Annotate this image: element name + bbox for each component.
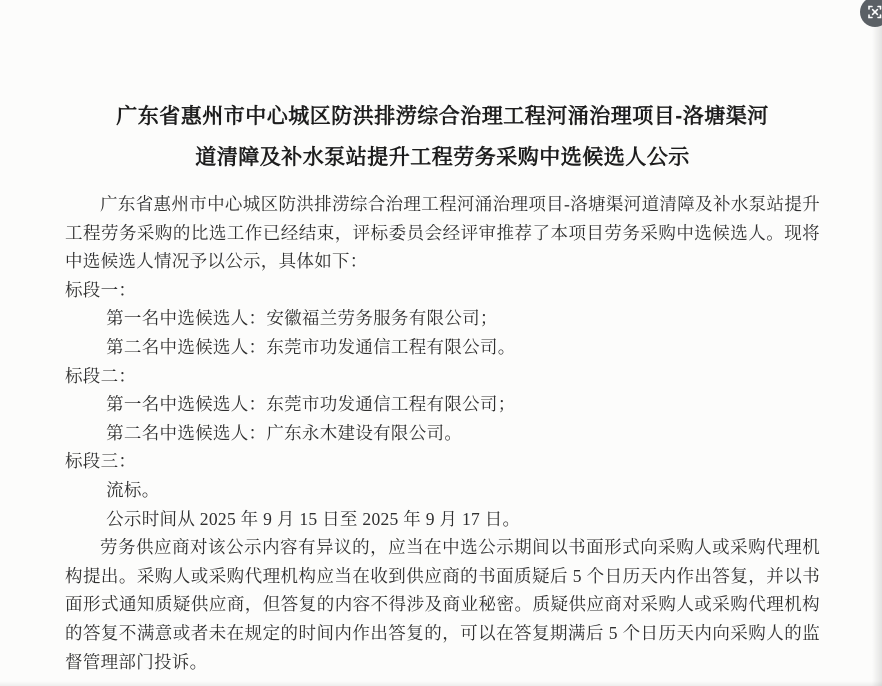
document-body — [65, 96, 820, 676]
section-block-3 — [65, 447, 820, 504]
page-title — [65, 96, 820, 178]
objection-paragraph: 劳务供应商对该公示内容有异议的，应当在中选公示期间以书面形式向采购人或采购代理机构提出。采购人或采购代理机构应当在收到供应商的书面质疑后 5 个日历天内作出答复，并以书面形式通知质疑供应商，但答复的内容不得涉及商业秘密。质疑供应商对采购人或采购代理机构的答复不满意或者未在规定的时间内作出答复的，可以在答复期满后 5 个日历天内向采购人的监督管理部门投诉。 — [65, 537, 820, 672]
title-line-2: 道清障及补水泵站提升工程劳务采购中选候选人公示 — [195, 146, 690, 169]
section-3-label: 标段三： — [65, 451, 137, 472]
expand-icon[interactable] — [860, 0, 882, 27]
section-1-label: 标段一： — [65, 279, 137, 300]
paper-edge-shadow-right — [872, 0, 882, 686]
section-2-candidate-2: 第二名中选候选人：广东永木建设有限公司。 — [106, 422, 463, 443]
section-block-1 — [65, 276, 820, 362]
title-line-1: 广东省惠州市中心城区防洪排涝综合治理工程河涌治理项目-洛塘渠河 — [116, 105, 769, 128]
section-3-result: 流标。 — [106, 479, 160, 500]
publicity-period-line: 公示时间从 2025 年 9 月 15 日至 2025 年 9 月 17 日。 — [106, 508, 521, 529]
section-2-label: 标段二： — [65, 365, 137, 386]
section-2-candidate-1: 第一名中选候选人：东莞市功发通信工程有限公司； — [106, 394, 516, 415]
section-1-candidate-2: 第二名中选候选人：东莞市功发通信工程有限公司。 — [106, 336, 516, 357]
paper-edge-shadow-bottom — [0, 681, 882, 686]
section-1-candidate-1: 第一名中选候选人：安徽福兰劳务服务有限公司； — [106, 308, 498, 329]
section-block-2 — [65, 362, 820, 448]
intro-paragraph: 广东省惠州市中心城区防洪排涝综合治理工程河涌治理项目-洛塘渠河道清障及补水泵站提升工程劳务采购的比选工作已经结束，评标委员会经评审推荐了本项目劳务采购中选候选人。现将中选候选人情况予以公示，具体如下： — [65, 194, 820, 272]
